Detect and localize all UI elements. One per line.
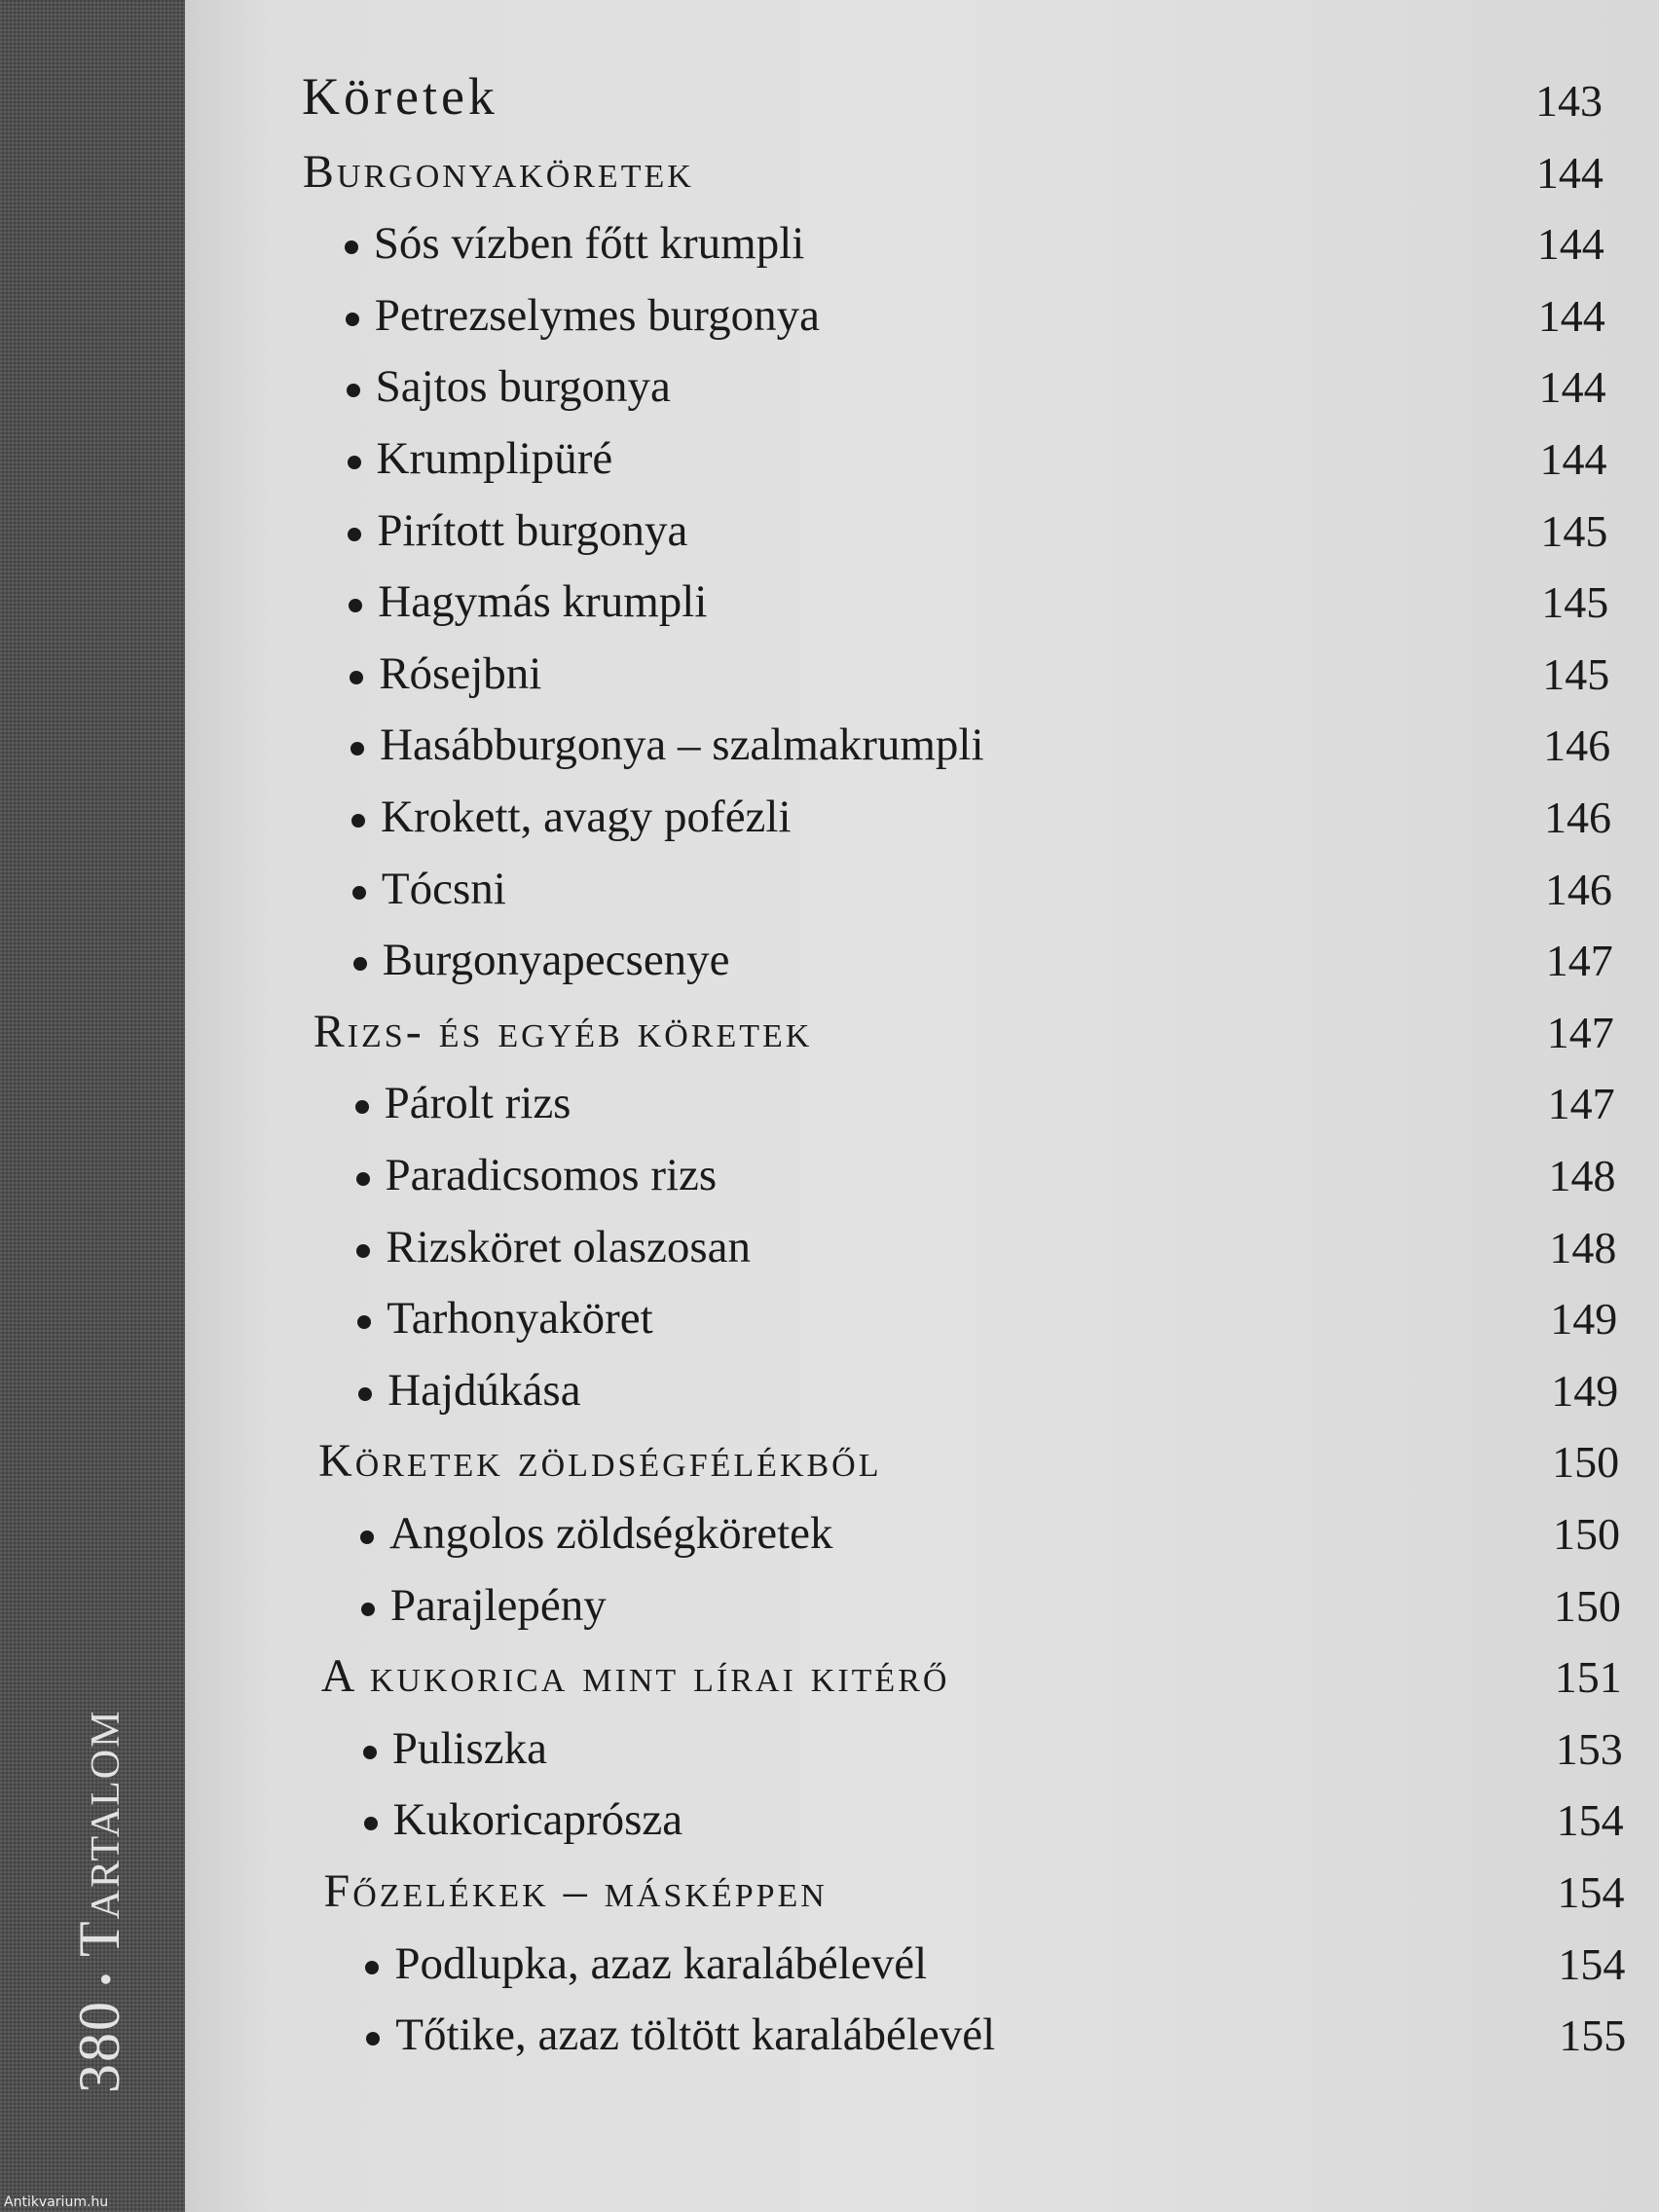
- toc-entry-page: 148: [1548, 1151, 1616, 1200]
- toc-item: [308, 571, 1608, 640]
- toc-item: [309, 644, 1609, 712]
- toc-entry-page: 145: [1540, 505, 1608, 556]
- bullet-icon: [366, 2032, 380, 2046]
- toc-chapter: [302, 67, 1603, 138]
- toc-entry-page: 149: [1551, 1365, 1619, 1416]
- toc-entry-title: Krumplipüré: [376, 433, 613, 484]
- toc-entry-title: Parajlepény: [389, 1579, 607, 1631]
- toc-item: [304, 213, 1604, 281]
- bullet-icon: [350, 671, 363, 684]
- toc-item: [316, 1288, 1617, 1356]
- toc-item: [323, 1789, 1624, 1858]
- bullet-icon: [348, 456, 361, 469]
- toc-entry-title: Rizs- és egyéb köretek: [313, 1005, 813, 1057]
- toc-item: [324, 1934, 1625, 2002]
- toc-entry-title: Köretek zöldségfélékből: [318, 1435, 882, 1488]
- toc-entry-page: 153: [1555, 1723, 1623, 1774]
- toc-entry-title: Angolos zöldségköretek: [389, 1508, 833, 1559]
- table-of-contents: [185, 0, 1659, 2212]
- toc-section: [318, 1431, 1619, 1499]
- bullet-icon: [365, 1961, 379, 1974]
- toc-item: [319, 1503, 1620, 1571]
- toc-entry-title: Podlupka, azaz karalábélevél: [394, 1937, 928, 1989]
- toc-entry-page: 151: [1554, 1652, 1622, 1703]
- toc-entry-title: Krokett, avagy pofézli: [381, 792, 792, 842]
- bullet-icon: [364, 1817, 378, 1830]
- bullet-icon: [360, 1530, 374, 1544]
- bullet-icon: [349, 599, 362, 612]
- bullet-icon: [363, 1746, 377, 1759]
- toc-item: [325, 2005, 1626, 2073]
- toc-entry-title: Párolt rizs: [384, 1078, 571, 1129]
- toc-entry-title: Hagymás krumpli: [378, 576, 708, 628]
- toc-entry-title: Paradicsomos rizs: [385, 1150, 718, 1200]
- toc-item: [320, 1575, 1621, 1643]
- section-title: Tartalom: [67, 1709, 131, 1957]
- bullet-icon: [355, 1100, 369, 1114]
- toc-section: [324, 1862, 1625, 1930]
- toc-entry-title: Kukoricaprósza: [392, 1794, 683, 1846]
- toc-entry-page: 154: [1558, 1938, 1626, 1989]
- toc-entry-page: 146: [1543, 720, 1611, 771]
- toc-entry-title: A kukorica mint lírai kitérő: [320, 1650, 950, 1703]
- toc-entry-title: Burgonyaköretek: [302, 145, 694, 198]
- toc-item: [317, 1360, 1618, 1428]
- running-header: [66, 1710, 133, 2093]
- toc-entry-page: 147: [1545, 936, 1613, 986]
- toc-entry-page: 144: [1538, 362, 1606, 413]
- toc-entry-page: 148: [1549, 1222, 1617, 1272]
- toc-entry-page: 155: [1559, 2010, 1627, 2061]
- bullet-icon: [348, 528, 361, 541]
- toc-entry-page: 143: [1535, 76, 1603, 126]
- toc-entry-page: 147: [1546, 1007, 1614, 1057]
- toc-entry-page: 144: [1537, 290, 1605, 341]
- toc-entry-page: 145: [1542, 648, 1610, 699]
- toc-section: [313, 1002, 1614, 1070]
- toc-entry-page: 147: [1547, 1079, 1615, 1129]
- toc-entry-title: Tőtike, azaz töltött karalábélevél: [395, 2009, 996, 2061]
- toc-entry-page: 146: [1544, 793, 1611, 842]
- toc-entry-page: 146: [1544, 864, 1612, 914]
- toc-entry-title: Főzelékek – másképpen: [323, 1865, 828, 1917]
- toc-item: [307, 428, 1607, 497]
- toc-entry-page: 149: [1550, 1294, 1618, 1345]
- toc-entry-title: Tócsni: [381, 863, 506, 914]
- toc-item: [305, 285, 1605, 353]
- bullet-icon: [358, 1387, 372, 1401]
- toc-entry-title: Rizsköret olaszosan: [386, 1221, 751, 1272]
- toc-entry-page: 144: [1536, 219, 1604, 270]
- toc-item: [315, 1145, 1616, 1213]
- bullet-icon: [352, 886, 366, 900]
- toc-entry-title: Hasábburgonya – szalmakrumpli: [380, 719, 984, 771]
- toc-entry-page: 154: [1556, 1795, 1624, 1846]
- toc-item: [322, 1718, 1623, 1787]
- bullet-icon: [356, 1172, 370, 1186]
- bullet-icon: [347, 384, 360, 397]
- toc-item: [310, 715, 1610, 783]
- toc-item: [306, 356, 1606, 424]
- toc-entry-page: 144: [1539, 434, 1607, 484]
- toc-section: [321, 1646, 1622, 1714]
- toc-entry-title: Rósejbni: [379, 647, 542, 699]
- bullet-icon: [350, 742, 364, 756]
- bullet-icon: [353, 957, 367, 971]
- watermark: Antikvarium.hu: [4, 2194, 109, 2210]
- toc-entry-page: 150: [1553, 1509, 1620, 1559]
- bullet-icon: [361, 1603, 375, 1616]
- book-spine-margin: [0, 0, 185, 2212]
- bullet-icon: [356, 1244, 370, 1258]
- toc-item: [313, 930, 1613, 998]
- toc-section: [303, 142, 1604, 210]
- toc-entry-page: 150: [1552, 1437, 1620, 1488]
- toc-item: [307, 500, 1607, 569]
- toc-entry-title: Sajtos burgonya: [375, 361, 671, 413]
- toc-entry-title: Pirított burgonya: [377, 504, 688, 556]
- toc-entry-title: Tarhonyaköret: [387, 1293, 653, 1345]
- bullet-icon: [346, 313, 359, 326]
- toc-entry-title: Köretek: [302, 67, 498, 126]
- toc-entry-title: Burgonyapecsenye: [382, 935, 730, 986]
- toc-entry-title: Sós vízben főtt krumpli: [373, 218, 805, 270]
- toc-item: [311, 787, 1611, 855]
- toc-entry-page: 154: [1557, 1867, 1625, 1917]
- page-number: 380: [67, 2000, 131, 2093]
- toc-entry-page: 150: [1553, 1580, 1621, 1631]
- bullet-icon: [345, 240, 358, 254]
- header-separator: •: [83, 1970, 128, 1986]
- bullet-icon: [357, 1315, 371, 1329]
- toc-entry-title: Hajdúkása: [387, 1364, 581, 1416]
- toc-entry-title: Petrezselymes burgonya: [374, 289, 820, 341]
- toc-item: [314, 1073, 1615, 1141]
- toc-item: [315, 1217, 1616, 1285]
- toc-entry-page: 144: [1535, 147, 1604, 198]
- bullet-icon: [351, 814, 365, 828]
- toc-item: [312, 859, 1612, 927]
- toc-entry-page: 145: [1541, 577, 1609, 628]
- page: [185, 0, 1659, 2212]
- toc-entry-title: Puliszka: [391, 1722, 547, 1774]
